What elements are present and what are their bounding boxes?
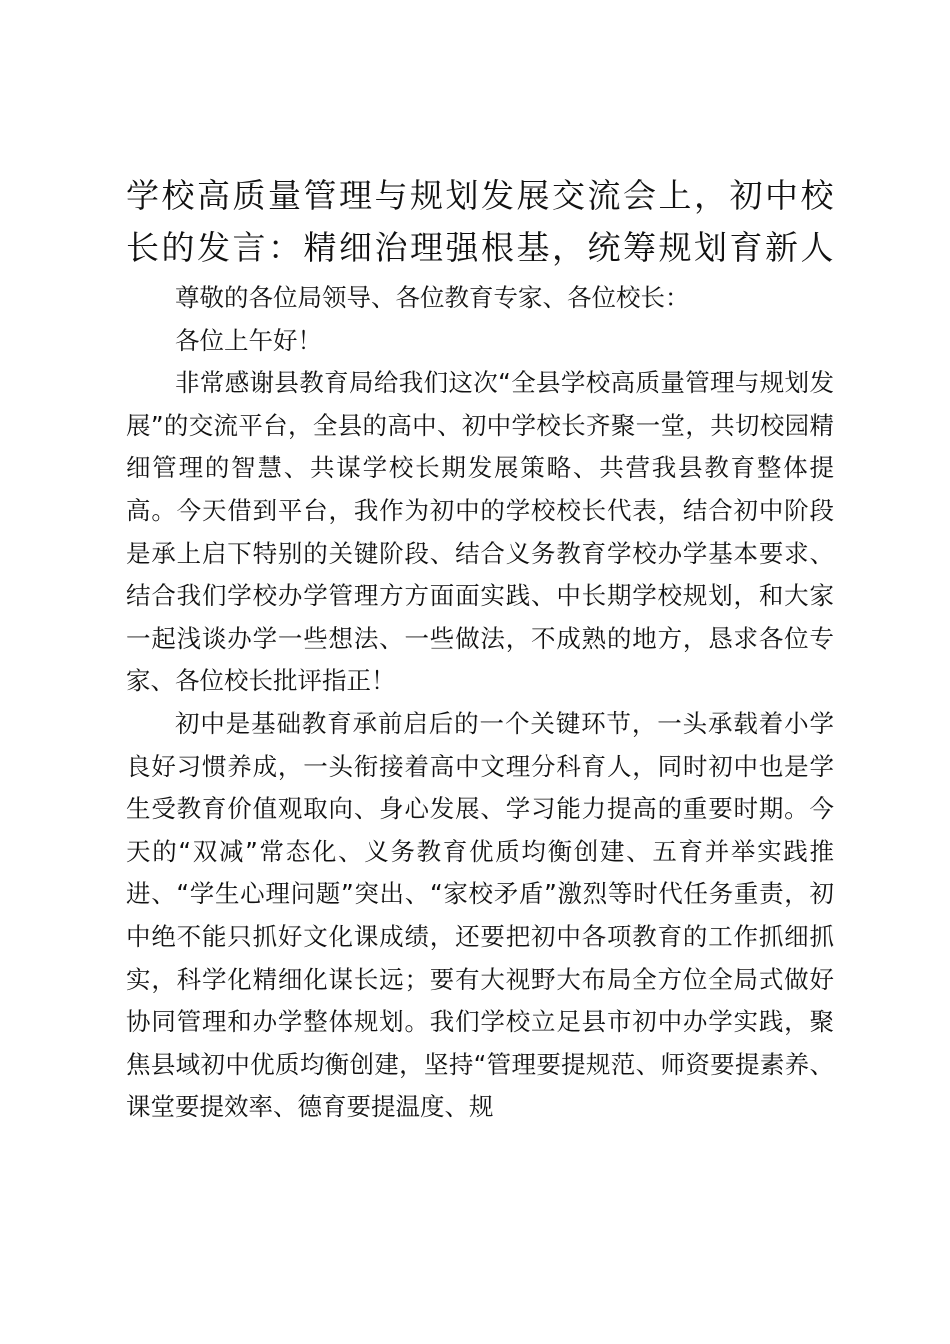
salutation-paragraph: 尊敬的各位局领导、各位教育专家、各位校长：	[175, 283, 690, 312]
body-paragraph-2: 初中是基础教育承前启后的一个关键环节，一头承载着小学良好习惯养成，一头衔接着高中文理分科育人，同时初中也是学生受教育价值观取向、身心发展、学习能力提高的重要时期。今天的“双减”常态化、义务教育优质均衡创建、五育并举实践推进、“学生心理问题”突出、“家校矛盾”激烈等时代任务重责，初中绝不能只抓好文化课成绩，还要把初中各项教育的工作抓细抓实，科学化精细化谋长远；要有大视野大布局全方位全局式做好协同管理和办学整体规划。我们学校立足县市初中办学实践，聚焦县域初中优质均衡创建，坚持“管理要提规范、师资要提素养、课堂要提效率、德育要提温度、规	[126, 708, 834, 1122]
body-paragraph-1: 非常感谢县教育局给我们这次“全县学校高质量管理与规划发展”的交流平台，全县的高中、初中学校长齐聚一堂，共切校园精细管理的智慧、共谋学校长期发展策略、共营我县教育整体提高。今天借到平台，我作为初中的学校校长代表，结合初中阶段是承上启下特别的关键阶段、结合义务教育学校办学基本要求、结合我们学校办学管理方方面面实践、中长期学校规划，和大家一起浅谈办学一些想法、一些做法，不成熟的地方，恳求各位专家、各位校长批评指正！	[126, 368, 834, 696]
document-title	[126, 170, 834, 274]
document-body	[126, 277, 834, 1129]
title-line-1: 学校高质量管理与规划发展交流会上，初中校	[126, 176, 834, 215]
greeting-paragraph: 各位上午好！	[175, 325, 322, 355]
title-line-2: 长的发言：精细治理强根基，统筹规划育新人	[126, 228, 834, 267]
